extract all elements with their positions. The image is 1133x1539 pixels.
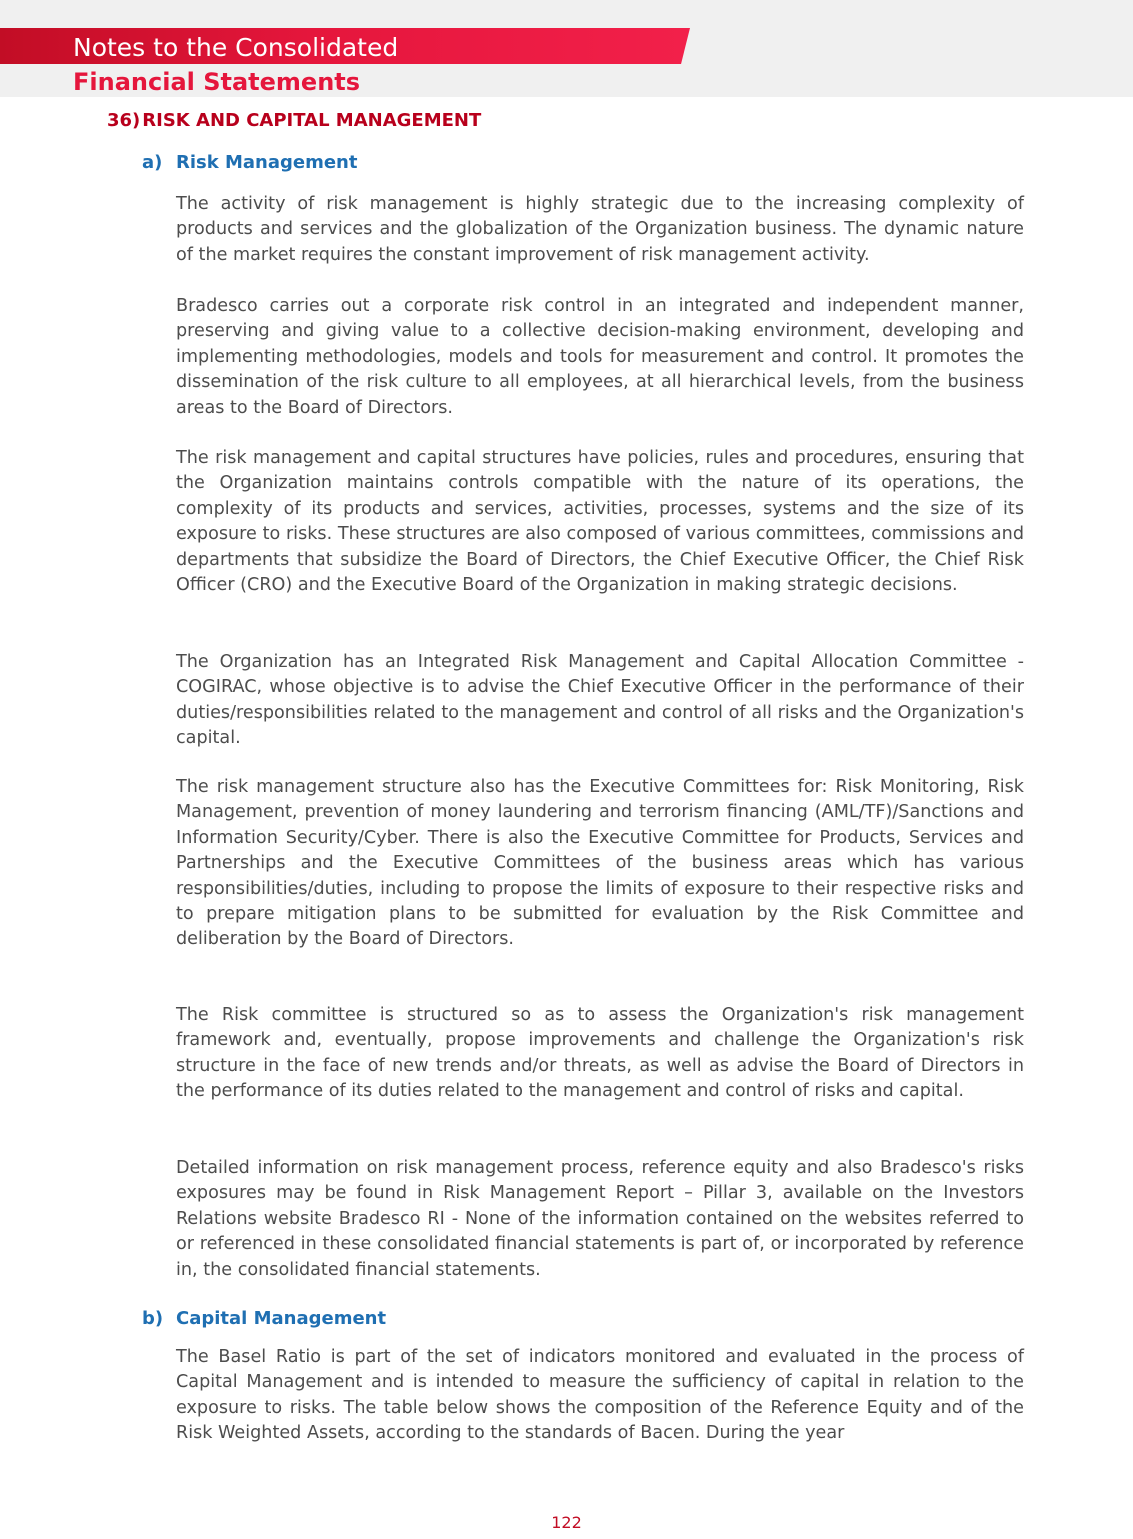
subsection-heading-capital-management (142, 1307, 386, 1331)
paragraph: Bradesco carries out a corporate risk control in an integrated and independent manner, preserving and giving value to a collective decision-making environment, developing and implementing methodologies, models and tools for measurement and control. It promotes the dissemination of the risk culture to all employees, at all hierarchical levels, from the business areas to the Board of Directors. (176, 296, 1024, 418)
paragraph: The Risk committee is structured so as to assess the Organization's risk management framework and, eventually, propose improvements and challenge the Organization's risk structure in the face of new trends and/or threats, as well as advise the Board of Directors in the performance of its duties related to the management and control of risks and capital. (176, 1005, 1024, 1102)
paragraph: The activity of risk management is highly strategic due to the increasing complexity of products and services and the globalization of the Organization business. The dynamic nature of the market requires the constant improvement of risk management activity. (176, 194, 1024, 265)
paragraph: The Basel Ratio is part of the set of indicators monitored and evaluated in the process of Capital Management and is intended to measure the sufficiency of capital in relation to the exposure to risks. The table below shows the composition of the Reference Equity and of the Risk Weighted Assets, according to the standards of Bacen. During the year (176, 1347, 1024, 1444)
header-title-line1: Notes to the Consolidated (73, 33, 399, 62)
paragraph: The risk management structure also has the Executive Committees for: Risk Monitoring, Risk Management, prevention of money laundering and terrorism financing (AML/TF)/Sanctions and Information Security/Cyber. There is also the Executive Committee for Products, Services and Partnerships and the Executive Committees of the business areas which has various responsibilities/duties, including to propose the limits of exposure to their respective risks and to prepare mitigation plans to be submitted for evaluation by the Risk Committee and deliberation by the Board of Directors. (176, 777, 1024, 950)
section-number: 36) (107, 110, 141, 131)
header-title-line2: Financial Statements (73, 68, 361, 96)
subsection-title: Risk Management (176, 152, 358, 173)
paragraph: The Organization has an Integrated Risk Management and Capital Allocation Committee - COGIRAC, whose objective is to advise the Chief Executive Officer in the performance of their duties/responsibilities related to the management and control of all risks and the Organization's capital. (176, 652, 1024, 749)
subsection-letter: b) (142, 1308, 164, 1329)
page-number: 122 (551, 1513, 582, 1532)
section-title: RISK AND CAPITAL MANAGEMENT (142, 110, 482, 131)
subsection-heading-risk-management (142, 151, 357, 175)
subsection-letter: a) (142, 152, 163, 173)
paragraph: The risk management and capital structures have policies, rules and procedures, ensuring that the Organization maintains controls compatible with the nature of its operations, the complexity of its products and services, activities, processes, systems and the size of its exposure to risks. These structures are also composed of various committees, commissions and departments that subsidize the Board of Directors, the Chief Executive Officer, the Chief Risk Officer (CRO) and the Executive Board of the Organization in making strategic decisions. (176, 448, 1024, 596)
subsection-title: Capital Management (176, 1308, 387, 1329)
paragraph: Detailed information on risk management process, reference equity and also Bradesco's risks exposures may be found in Risk Management Report – Pillar 3, available on the Investors Relations website Bradesco RI - None of the information contained on the websites referred to or referenced in these consolidated financial statements is part of, or incorporated by reference in, the consolidated financial statements. (176, 1158, 1024, 1280)
section-heading (107, 109, 481, 133)
